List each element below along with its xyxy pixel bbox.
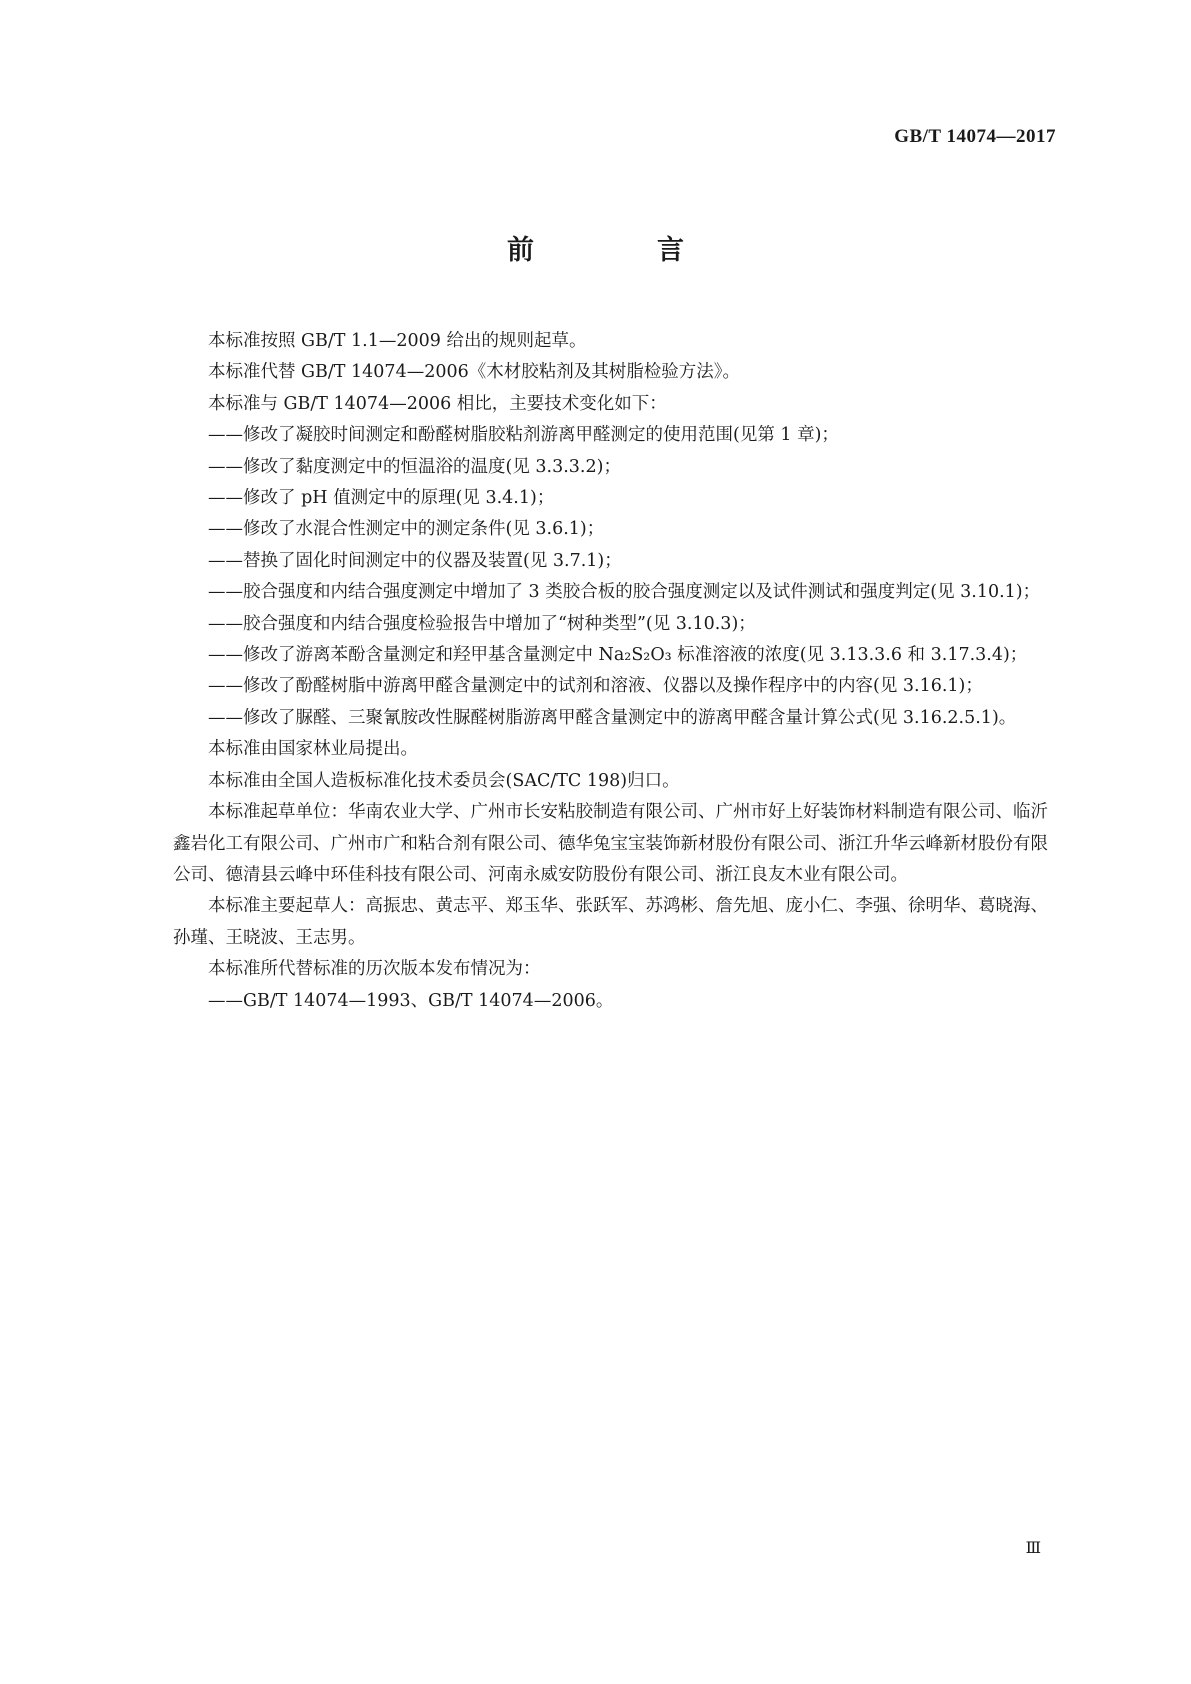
paragraph: 本标准所代替标准的历次版本发布情况为： — [208, 959, 541, 980]
change-item: ——修改了脲醛、三聚氰胺改性脲醛树脂游离甲醛含量测定中的游离甲醛含量计算公式(见 3.16.2.5.1)。 — [208, 707, 1017, 728]
change-item: ——胶合强度和内结合强度检验报告中增加了“树种类型”(见 3.10.3)； — [208, 613, 756, 634]
paragraph: 本标准由全国人造板标准化技术委员会(SAC/TC 198)归口。 — [208, 770, 680, 791]
paragraph: 本标准按照 GB/T 1.1—2009 给出的规则起草。 — [208, 331, 587, 351]
paragraph: 本标准由国家林业局提出。 — [208, 739, 418, 760]
change-item: ——修改了水混合性测定中的测定条件(见 3.6.1)； — [208, 519, 605, 540]
change-item: ——修改了游离苯酚含量测定和羟甲基含量测定中 Na₂S₂O₃ 标准溶液的浓度(见 3.13.3.6 和 3.17.3.4)； — [208, 645, 1028, 666]
change-item: ——修改了凝胶时间测定和酚醛树脂胶粘剂游离甲醛测定的使用范围(见第 1 章)； — [208, 425, 839, 446]
change-item: ——修改了黏度测定中的恒温浴的温度(见 3.3.3.2)； — [208, 456, 621, 477]
page-title: 前 言 — [507, 235, 732, 266]
change-item: ——胶合强度和内结合强度测定中增加了 3 类胶合板的胶合强度测定以及试件测试和强度判定(见 3.10.1)； — [208, 582, 1041, 603]
change-item: ——修改了酚醛树脂中游离甲醛含量测定中的试剂和溶液、仪器以及操作程序中的内容(见 3.16.1)； — [208, 676, 983, 697]
change-item: ——替换了固化时间测定中的仪器及装置(见 3.7.1)； — [208, 550, 622, 571]
foreword-body — [173, 326, 1051, 1017]
paragraph: 本标准主要起草人：高振忠、黄志平、郑玉华、张跃军、苏鸿彬、詹先旭、庞小仁、李强、徐明华、葛晓海、孙瑾、王晓波、王志男。 — [173, 896, 1048, 948]
history-item: ——GB/T 14074—1993、GB/T 14074—2006。 — [208, 990, 614, 1011]
page-number: Ⅲ — [1025, 1540, 1041, 1557]
paragraph: 本标准代替 GB/T 14074—2006《木材胶粘剂及其树脂检验方法》。 — [208, 362, 740, 383]
change-item: ——修改了 pH 值测定中的原理(见 3.4.1)； — [208, 488, 555, 509]
standard-code: GB/T 14074—2017 — [894, 126, 1056, 147]
paragraph: 本标准与 GB/T 14074—2006 相比，主要技术变化如下： — [208, 393, 667, 414]
paragraph: 本标准起草单位：华南农业大学、广州市长安粘胶制造有限公司、广州市好上好装饰材料制造有限公司、临沂鑫岩化工有限公司、广州市广和粘合剂有限公司、德华兔宝宝装饰新材股份有限公司、浙江升华云峰新材股份有限公司、德清县云峰中环佳科技有限公司、河南永威安防股份有限公司、浙江良友木业有限公司。 — [173, 802, 1048, 885]
